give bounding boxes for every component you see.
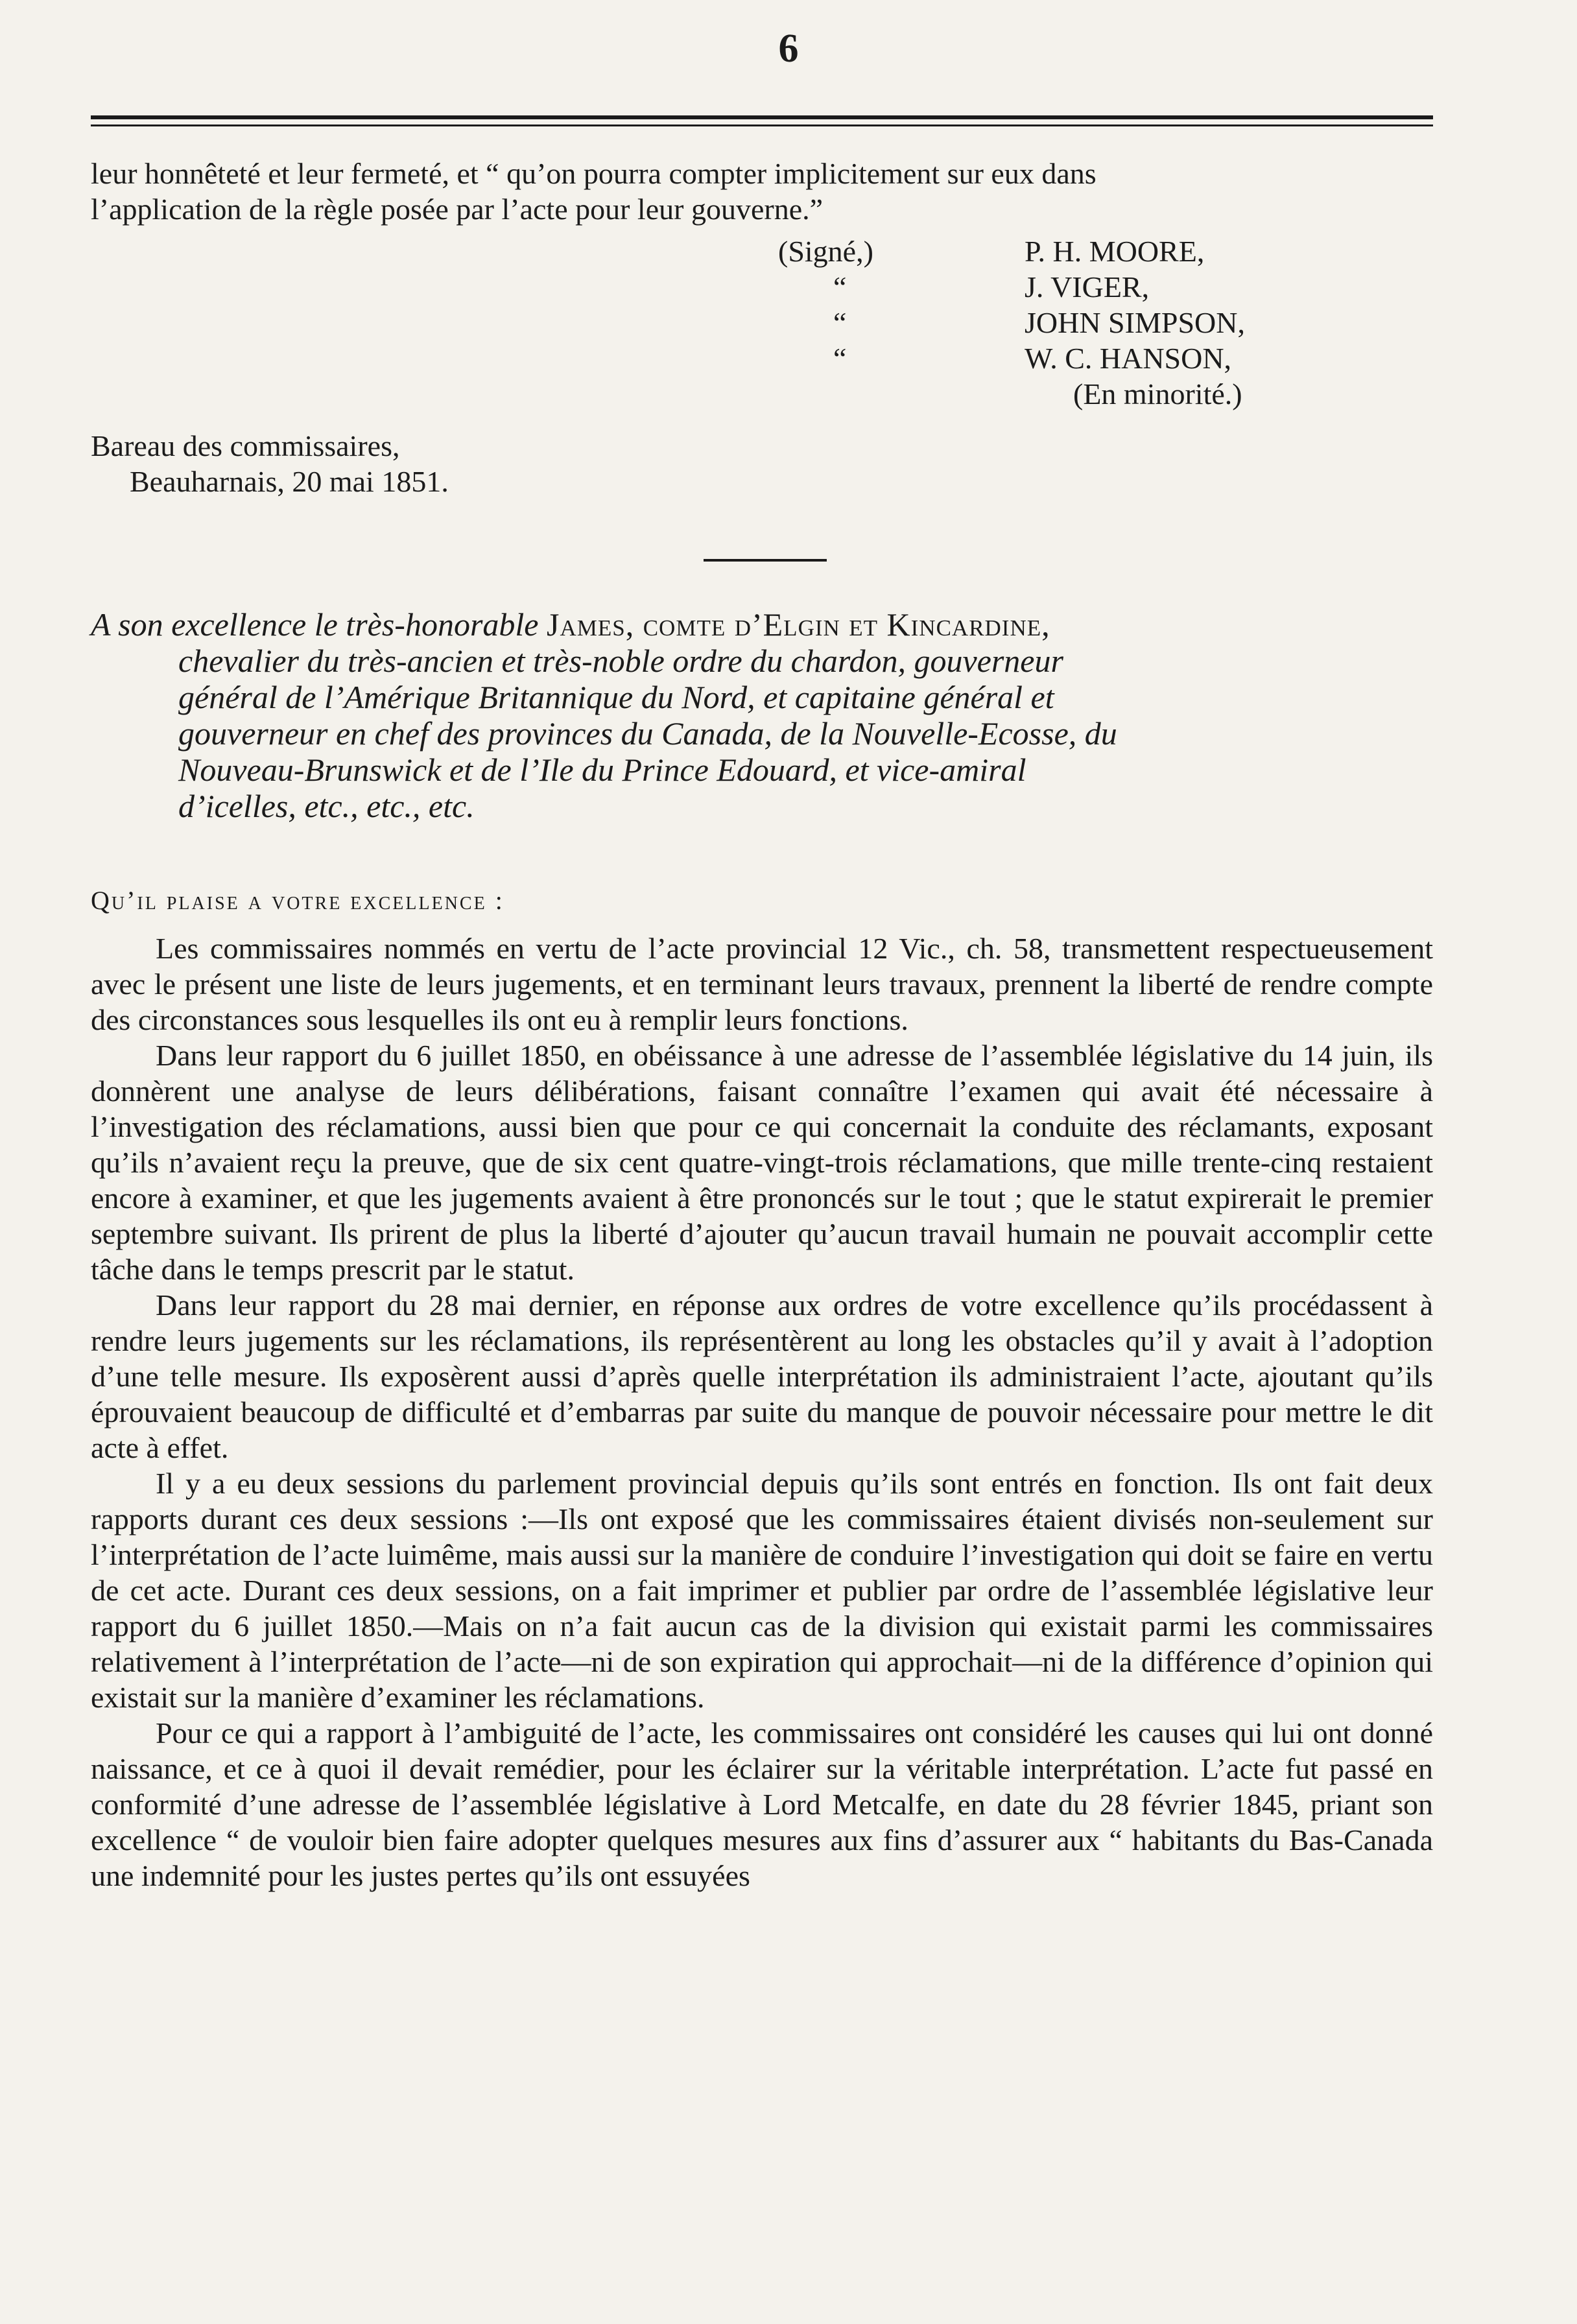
- ditto-mark: “: [833, 342, 847, 375]
- address-title-line: gouverneur en chef des provinces du Canada, de la Nouvelle-Ecosse, du: [178, 715, 1117, 752]
- body-paragraph: Il y a eu deux sessions du parlement provincial depuis qu’ils sont entrés en fonction. Ils ont fait deux rapports durant ces deux sessions :—Ils ont exposé que les commissaires étaient divisés non-seulement sur l’interprétation de l’acte luimême, mais aussi sur la manière de conduire l’investigation qui doit se faire en vertu de cet acte. Durant ces deux sessions, on a fait imprimer et publier par ordre de l’assemblée législative leur rapport du 6 juillet 1850.—Mais on n’a fait aucun cas de la division qui existait parmi les commissaires relativement à l’interprétation de l’acte—ni de son expiration qui approchait—ni de la différence d’opinion qui existait sur la manière d’examiner les réclamations.: [91, 1467, 1433, 1714]
- date-line: Beauharnais, 20 mai 1851.: [130, 465, 449, 498]
- address-heading: [91, 606, 1433, 824]
- address-title-line: d’icelles, etc., etc., etc.: [178, 788, 475, 824]
- body-paragraph: Pour ce qui a rapport à l’ambiguité de l’acte, les commissaires ont considéré les causes qui lui ont donné naissance, et ce à quoi il devait remédier, pour les éclairer sur la véritable interprétation. L’acte fut passé en conformité d’une adresse de l’assemblée législative à Lord Metcalfe, en date du 28 février 1845, priant son excellence “ de vouloir bien faire adopter quelques mesures aux fins d’assurer aux “ habitants du Bas-Canada une indemnité pour les justes pertes qu’ils ont essuyées: [91, 1716, 1433, 1892]
- body-paragraph: Dans leur rapport du 6 juillet 1850, en obéissance à une adresse de l’assemblée législative du 14 juin, ils donnèrent une analyse de leurs délibérations, faisant connaître l’examen qui avait été nécessaire à l’investigation des réclamations, aussi bien que pour ce qui concernait la conduite des réclamants, exposant qu’ils n’avaient reçu la preuve, que de six cent quatre-vingt-trois réclamations, que mille trente-cinq restaient encore à examiner, et que les jugements avaient à être prononcés sur le tout ; que le statut expirerait le premier septembre suivant. Ils prirent de plus la liberté d’ajouter qu’aucun travail humain ne pouvait accomplir cette tâche dans le temps prescrit par le statut.: [91, 1039, 1433, 1286]
- ditto-mark: “: [833, 270, 847, 303]
- address-title-line: général de l’Amérique Britannique du Nord, et capitaine général et: [178, 679, 1054, 715]
- address-intro: A son excellence le très-honorable: [91, 606, 539, 643]
- address-title-line: Nouveau-Brunswick et de l’Ile du Prince Edouard, et vice-amiral: [178, 752, 1026, 788]
- opening-text: [91, 156, 1433, 227]
- opening-line-2: l’application de la règle posée par l’acte pour leur gouverne.”: [91, 193, 824, 226]
- office-line: Bareau des commissaires,: [91, 429, 400, 462]
- header-double-rule: [91, 115, 1433, 126]
- ditto-mark: “: [833, 306, 847, 339]
- place-and-date: [91, 428, 449, 499]
- section-divider: [704, 559, 827, 562]
- address-title-line: chevalier du très-ancien et très-noble ordre du chardon, gouverneur: [178, 643, 1063, 679]
- minority-note: (En minorité.): [1073, 377, 1242, 410]
- salutation: Qu’il plaise a votre excellence :: [91, 886, 504, 915]
- signatory-name: JOHN SIMPSON,: [1025, 306, 1245, 339]
- signatory-name: J. VIGER,: [1025, 270, 1150, 303]
- page-number: 6: [778, 27, 799, 71]
- signed-label: (Signé,): [778, 235, 873, 268]
- address-name: James, comte d’Elgin et Kincardine,: [547, 606, 1050, 643]
- opening-line-1: leur honnêteté et leur fermeté, et “ qu’on pourra compter implicitement sur eux dans: [91, 157, 1097, 190]
- signatory-name: W. C. HANSON,: [1025, 342, 1232, 375]
- body-paragraph: Dans leur rapport du 28 mai dernier, en réponse aux ordres de votre excellence qu’ils procédassent à rendre leurs jugements sur les réclamations, ils représentèrent au long les obstacles qu’il y avait à l’adoption d’une telle mesure. Ils exposèrent aussi d’après quelle interprétation ils administraient l’acte, ajoutant qu’ils éprouvaient beaucoup de difficulté et d’embarras par suite du manque de pouvoir nécessaire pour mettre le dit acte à effet.: [91, 1288, 1433, 1464]
- body-paragraph: Les commissaires nommés en vertu de l’acte provincial 12 Vic., ch. 58, transmettent respectueusement avec le présent une liste de leurs jugements, et en terminant leurs travaux, prennent la liberté de rendre compte des circonstances sous lesquelles ils ont eu à remplir leurs fonctions.: [91, 932, 1433, 1036]
- body-text: [91, 931, 1433, 1893]
- signatory-name: P. H. MOORE,: [1025, 235, 1205, 268]
